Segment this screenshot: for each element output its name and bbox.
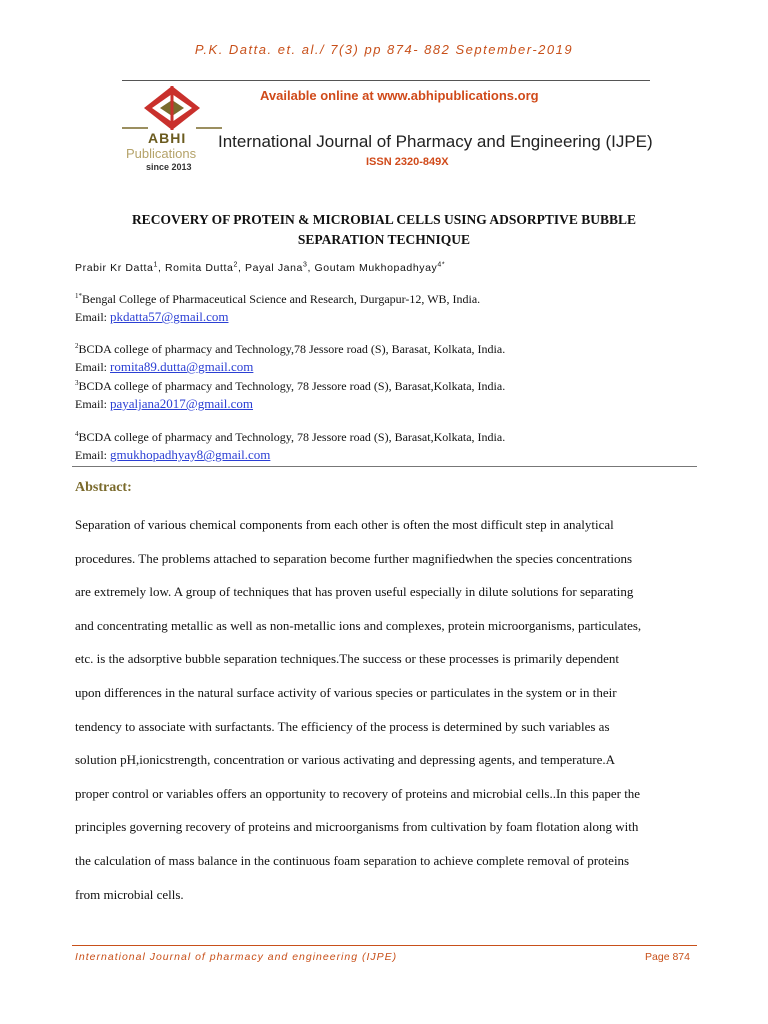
abstract-line: etc. is the adsorptive bubble separation techniques.The success or these processes is primarily dependent: [75, 651, 620, 667]
abstract-line: from microbial cells.: [75, 886, 184, 902]
email-link[interactable]: gmukhopadhyay8@gmail.com: [110, 447, 271, 462]
author-name: Romita Dutta: [165, 262, 234, 274]
abstract-line: are extremely low. A group of techniques that has proven useful especially in dilute solutions for separating: [75, 584, 634, 600]
abstract-line: and concentrating metallic as well as non-metallic ions and complexes, protein microorganisms, particulates,: [75, 617, 642, 633]
page-number: Page 874: [645, 951, 690, 963]
journal-banner: [118, 84, 658, 180]
abstract-heading: Abstract:: [75, 480, 132, 495]
email-link[interactable]: pkdatta57@gmail.com: [110, 309, 229, 324]
article-title: [0, 210, 768, 250]
logo-text-publications: Publications: [126, 146, 197, 161]
logo-text-abhi: ABHI: [148, 130, 187, 146]
email-link[interactable]: romita89.dutta@gmail.com: [110, 359, 254, 374]
header-rule: [122, 80, 650, 81]
section-rule: [72, 466, 697, 467]
abstract-line: the calculation of mass balance in the continuous foam separation to achieve complete removal of proteins: [75, 852, 630, 868]
email-link[interactable]: payaljana2017@gmail.com: [110, 396, 254, 411]
available-online[interactable]: Available online at www.abhipublications.org: [260, 88, 539, 103]
abstract-line: solution pH,ionicstrength, concentration or various activating and depressing agents, and temperature.A: [75, 752, 616, 768]
abstract-line: principles governing recovery of proteins and microorganisms from cultivation by foam flotation along with: [75, 819, 639, 835]
footer-journal: International Journal of pharmacy and engineering (IJPE): [75, 951, 398, 963]
affiliation-3: $^3$BCDA college of pharmacy and Technology, 78 Jessore road (S), Barasat,Kolkata, India. Email: payaljana2017@gmail.com: [75, 379, 506, 411]
issn: ISSN 2320-849X: [366, 156, 449, 168]
abstract-line: Separation of various chemical components from each other is often the most difficult step in analytical: [75, 517, 614, 532]
affiliation-1: $^{1*}$Bengal College of Pharmaceutical Science and Research, Durgapur-12, WB, India. Email: pkdatta57@gmail.com: [75, 292, 481, 324]
abstract-line: proper control or variables offers an opportunity to recovery of proteins and microbial cells..In this paper the: [75, 785, 641, 801]
author-list: Prabir Kr Datta$^1$, Romita Dutta$^2$, Payal Jana$^3$, Goutam Mukhopadhyay$^{4*}$: [75, 261, 446, 274]
journal-name: International Journal of Pharmacy and Engineering (IJPE): [218, 132, 653, 151]
affiliation-4: $^4$BCDA college of pharmacy and Technology, 78 Jessore road (S), Barasat,Kolkata, India. Email: gmukhopadhyay8@gmail.com: [75, 430, 506, 462]
affiliation-2: $^2$BCDA college of pharmacy and Technology,78 Jessore road (S), Barasat, Kolkata, India. Email: romita89.dutta@gmail.com: [75, 342, 506, 374]
running-head: P.K. Datta. et. al./ 7(3) pp 874- 882 September-2019: [194, 42, 574, 57]
footer-rule: [72, 945, 697, 946]
logo-text-since: since 2013: [146, 162, 192, 172]
author-name: Payal Jana: [245, 262, 303, 274]
abstract-line: tendency to associate with surfactants. The efficiency of the process is determined by such variables as: [75, 718, 610, 734]
title-line-2: SEPARATION TECHNIQUE: [297, 232, 471, 247]
abstract-body: [75, 508, 695, 911]
author-name: Goutam Mukhopadhyay: [314, 262, 438, 274]
author-name: Prabir Kr Datta: [75, 262, 154, 274]
abstract-line: procedures. The problems attached to separation become further magnifiedwhen the species concentrations: [75, 550, 633, 566]
abstract-line: upon differences in the natural surface activity of various species or particulates in the system or in their: [75, 684, 617, 700]
title-line-1: RECOVERY OF PROTEIN & MICROBIAL CELLS USING ADSORPTIVE BUBBLE: [131, 212, 637, 227]
